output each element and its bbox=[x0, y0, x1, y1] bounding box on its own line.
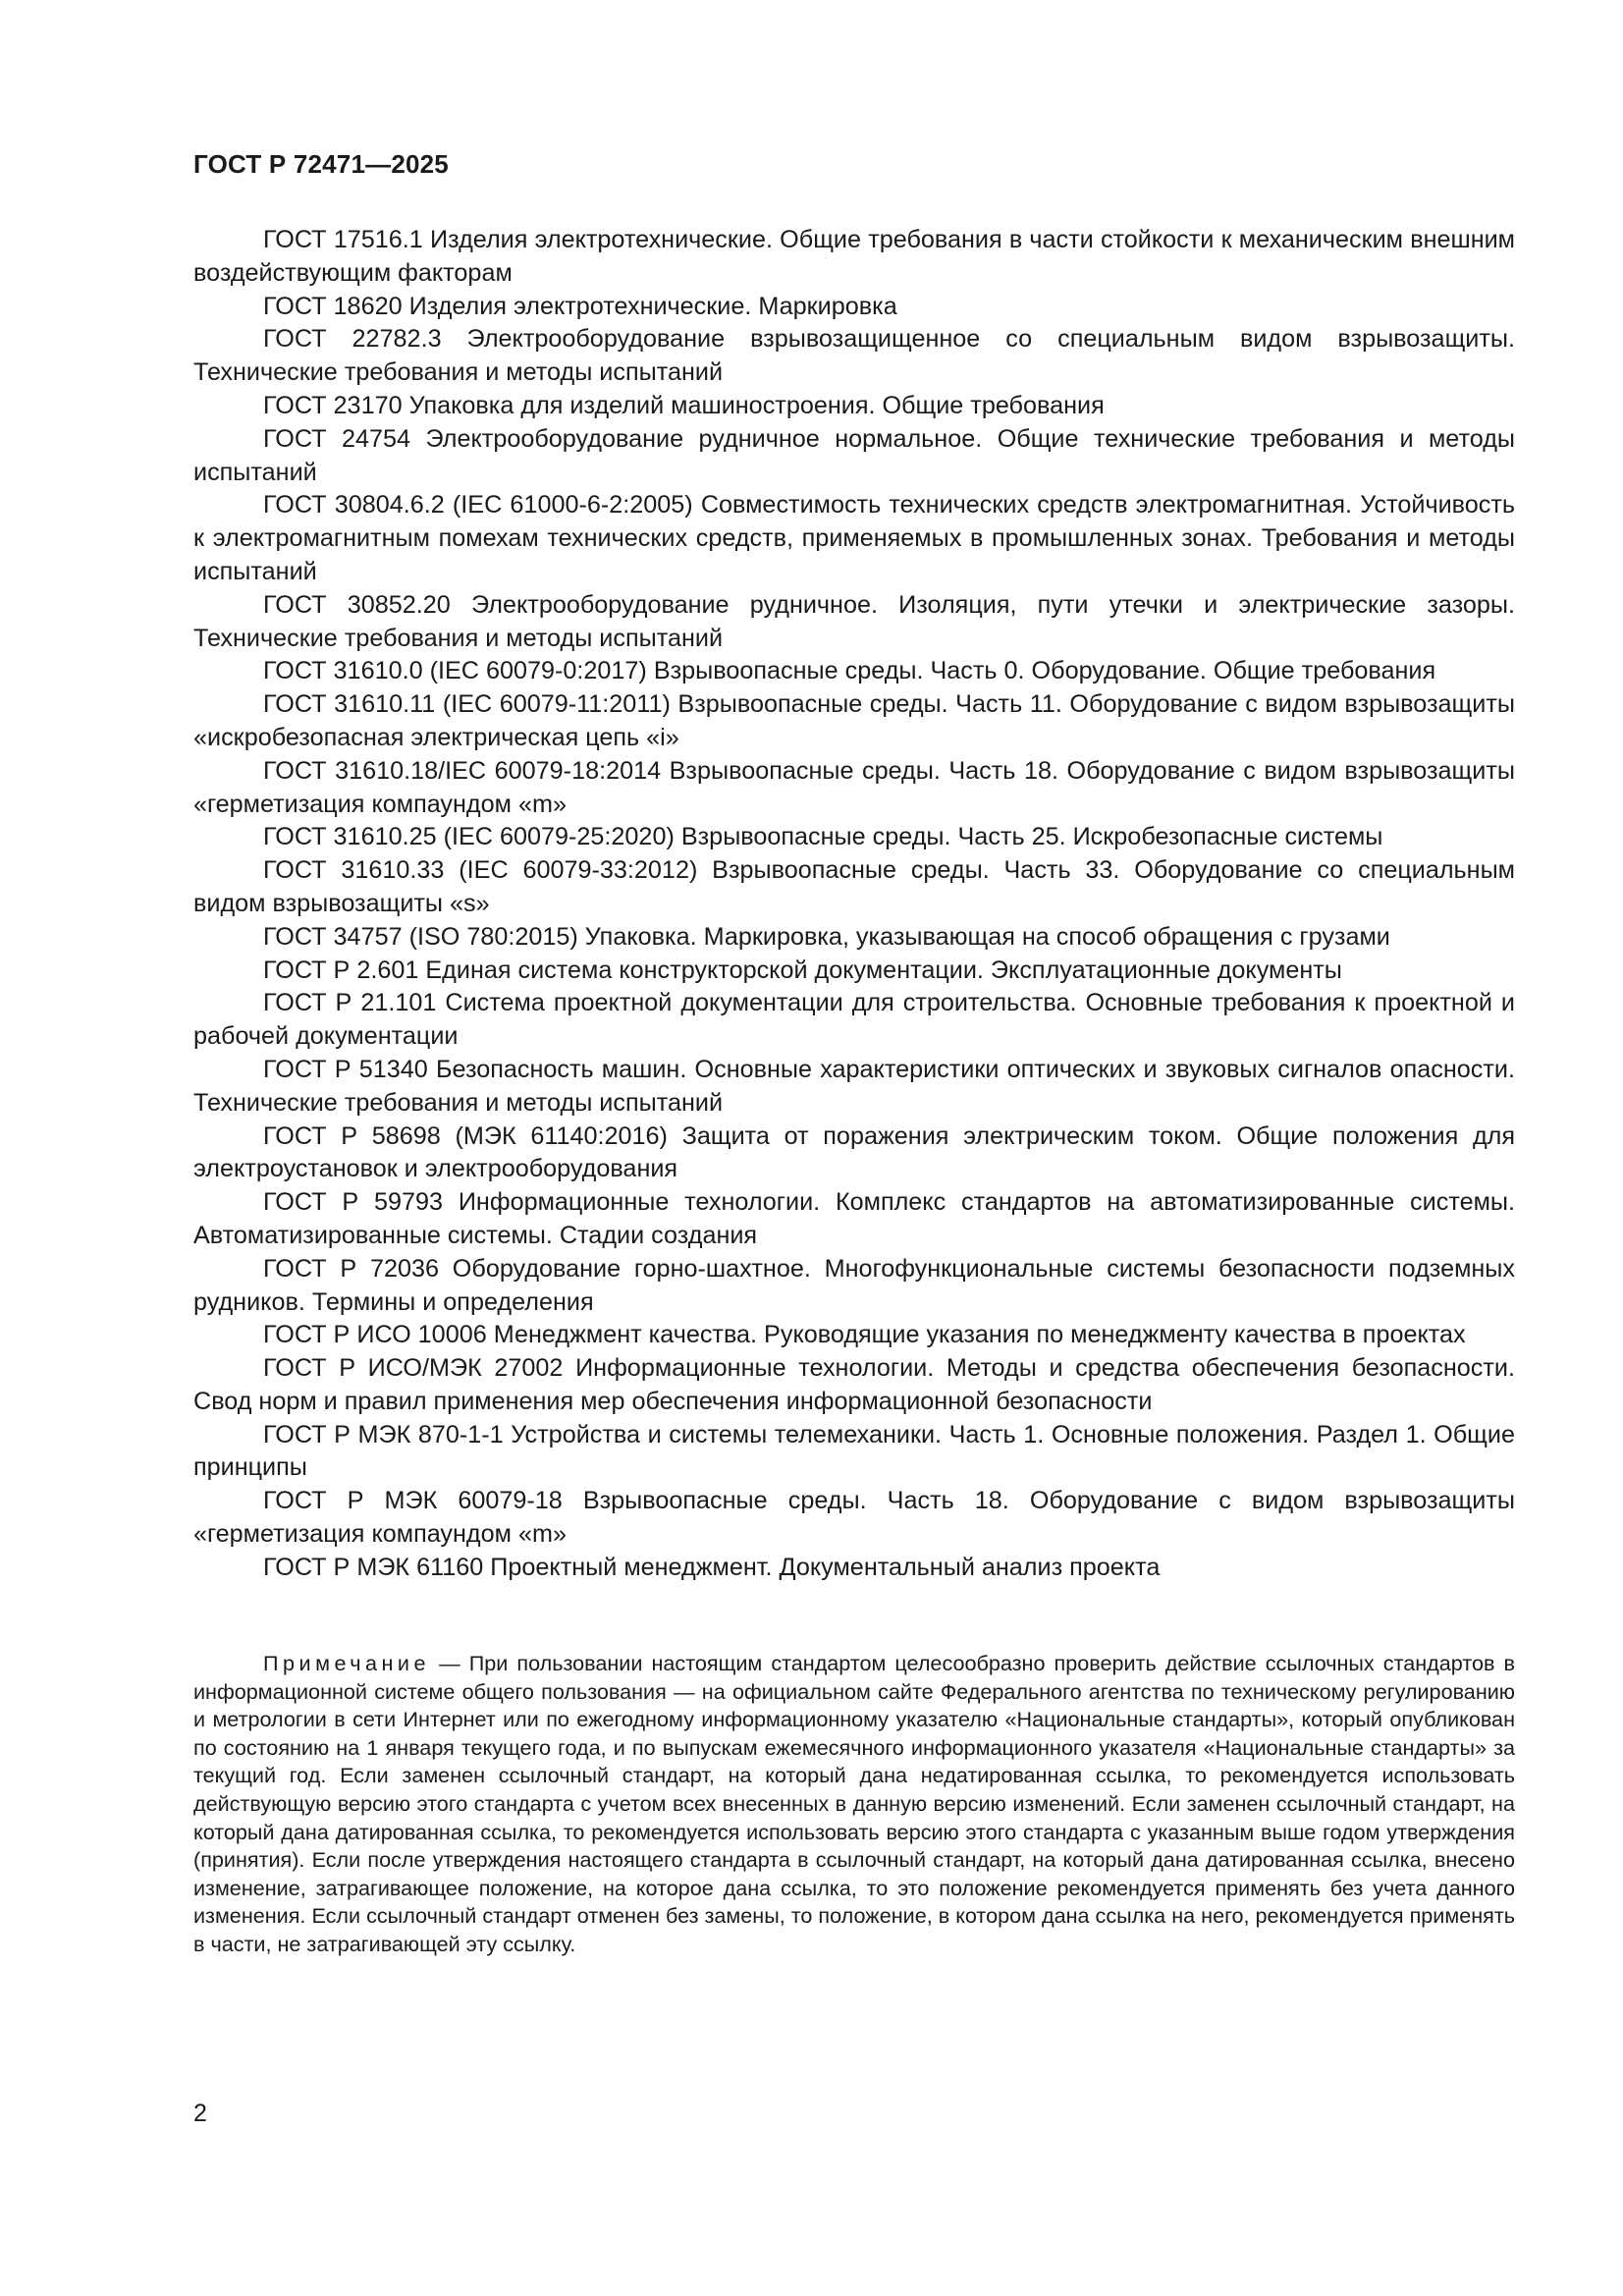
normative-references-list bbox=[193, 224, 1515, 1585]
note-paragraph bbox=[193, 1650, 1515, 1959]
reference-item: ГОСТ 31610.18/IEC 60079-18:2014 Взрывоопасные среды. Часть 18. Оборудование с видом взрывозащиты «герметизация компаундом «m» bbox=[193, 756, 1515, 818]
reference-item: ГОСТ Р 72036 Оборудование горно-шахтное. Многофункциональные системы безопасности подземных рудников. Термины и определения bbox=[193, 1254, 1515, 1316]
reference-item: ГОСТ 31610.11 (IEC 60079-11:2011) Взрывоопасные среды. Часть 11. Оборудование с видом взрывозащиты «искробезопасная электрическая цепь «i» bbox=[193, 690, 1515, 751]
reference-item: ГОСТ 34757 (ISO 780:2015) Упаковка. Маркировка, указывающая на способ обращения с грузами bbox=[263, 922, 1390, 951]
reference-item: ГОСТ 23170 Упаковка для изделий машиностроения. Общие требования bbox=[263, 391, 1105, 419]
reference-item: ГОСТ 31610.0 (IEC 60079-0:2017) Взрывоопасные среды. Часть 0. Оборудование. Общие требования bbox=[263, 657, 1436, 685]
document-header: ГОСТ Р 72471—2025 bbox=[193, 149, 449, 179]
reference-item: ГОСТ Р 58698 (МЭК 61140:2016) Защита от поражения электрическим током. Общие положения для электроустановок и электрооборудования bbox=[193, 1121, 1515, 1183]
reference-item: ГОСТ 30804.6.2 (IEC 61000-6-2:2005) Совместимость технических средств электромагнитная. Устойчивость к электромагнитным помехам технических средств, применяемых в промышленных зонах. Требования и методы испытаний bbox=[193, 491, 1515, 585]
reference-item: ГОСТ Р МЭК 870-1-1 Устройства и системы телемеханики. Часть 1. Основные положения. Раздел 1. Общие принципы bbox=[193, 1420, 1515, 1482]
reference-item: ГОСТ 24754 Электрооборудование рудничное нормальное. Общие технические требования и методы испытаний bbox=[193, 424, 1515, 486]
reference-item: ГОСТ Р ИСО/МЭК 27002 Информационные технологии. Методы и средства обеспечения безопасности. Свод норм и правил применения мер обеспечения информационной безопасности bbox=[193, 1354, 1515, 1415]
note-text: — При пользовании настоящим стандартом целесообразно проверить действие ссылочных стандартов в информационной системе общего пользования — на официальном сайте Федерального агентства по техническому регулированию и метрологии в сети Интернет или по ежегодному информационному указателю «Национальные стандарты», который опубликован по состоянию на 1 января текущего года, и по выпускам ежемесячного информационного указателя «Национальные стандарты» за текущий год. Если заменен ссылочный стандарт, на который дана недатированная ссылка, то рекомендуется использовать действующую версию этого стандарта с учетом всех внесенных в данную версию изменений. Если заменен ссылочный стандарт, на который дана датированная ссылка, то рекомендуется использовать версию этого стандарта с указанным выше годом утверждения (принятия). Если после утверждения настоящего стандарта в ссылочный стандарт, на который дана датированная ссылка, внесено изменение, затрагивающее положение, на которое дана ссылка, то это положение рекомендуется применять без учета данного изменения. Если ссылочный стандарт отменен без замены, то положение, в котором дана ссылка на него, рекомендуется применять в части, не затрагивающей эту ссылку. bbox=[193, 1651, 1515, 1956]
reference-item: ГОСТ 31610.33 (IEC 60079-33:2012) Взрывоопасные среды. Часть 33. Оборудование со специальным видом взрывозащиты «s» bbox=[193, 856, 1515, 917]
reference-item: ГОСТ 31610.25 (IEC 60079-25:2020) Взрывоопасные среды. Часть 25. Искробезопасные системы bbox=[263, 823, 1383, 851]
page-number: 2 bbox=[193, 2100, 207, 2127]
note-label: Примечание bbox=[263, 1651, 430, 1675]
reference-item: ГОСТ 17516.1 Изделия электротехнические. Общие требования в части стойкости к механическим внешним воздействующим факторам bbox=[193, 226, 1515, 287]
reference-item: ГОСТ Р 51340 Безопасность машин. Основные характеристики оптических и звуковых сигналов опасности. Технические требования и методы испытаний bbox=[193, 1055, 1515, 1117]
reference-item: ГОСТ 22782.3 Электрооборудование взрывозащищенное со специальным видом взрывозащиты. Технические требования и методы испытаний bbox=[193, 325, 1515, 387]
reference-item: ГОСТ Р МЭК 61160 Проектный менеджмент. Документальный анализ проекта bbox=[263, 1553, 1161, 1581]
reference-item: ГОСТ Р 21.101 Система проектной документации для строительства. Основные требования к проектной и рабочей документации bbox=[193, 989, 1515, 1051]
reference-item: ГОСТ Р МЭК 60079-18 Взрывоопасные среды. Часть 18. Оборудование с видом взрывозащиты «герметизация компаундом «m» bbox=[193, 1487, 1515, 1549]
reference-item: ГОСТ 18620 Изделия электротехнические. Маркировка bbox=[263, 292, 897, 320]
reference-item: ГОСТ Р ИСО 10006 Менеджмент качества. Руководящие указания по менеджменту качества в проектах bbox=[263, 1321, 1466, 1349]
reference-item: ГОСТ 30852.20 Электрооборудование рудничное. Изоляция, пути утечки и электрические зазоры. Технические требования и методы испытаний bbox=[193, 590, 1515, 652]
reference-item: ГОСТ Р 59793 Информационные технологии. Комплекс стандартов на автоматизированные системы. Автоматизированные системы. Стадии создания bbox=[193, 1188, 1515, 1249]
reference-item: ГОСТ Р 2.601 Единая система конструкторской документации. Эксплуатационные документы bbox=[263, 956, 1342, 984]
